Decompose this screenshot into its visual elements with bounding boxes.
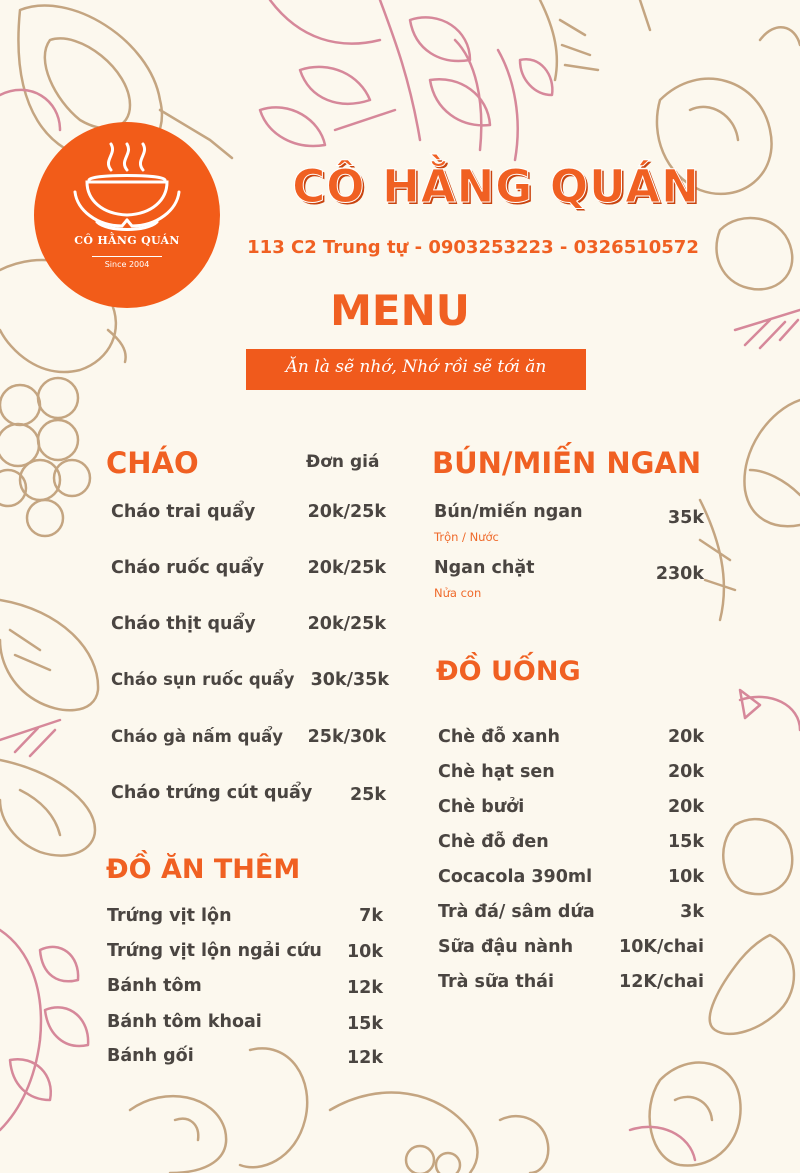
menu-item-name: Chè hạt sen: [438, 762, 555, 782]
menu-item-name: Cháo ruốc quẩy: [111, 558, 265, 578]
menu-item-price: 10K/chai: [619, 937, 704, 957]
logo-name: CÔ HẰNG QUÁN: [74, 234, 180, 247]
menu-item-price: 3k: [680, 902, 704, 922]
menu-item-price: 12K/chai: [619, 972, 704, 992]
menu-item-price: 25k/30k: [307, 727, 386, 747]
menu-item-name: Bánh gối: [107, 1046, 194, 1066]
menu-item-price: 12k: [347, 1048, 383, 1068]
section-title-chao: CHÁO: [106, 446, 199, 480]
steaming-bowl-in-hands-icon: [67, 140, 187, 240]
menu-item-name: Cháo trứng cút quẩy: [111, 783, 313, 803]
menu-item-price: 20k/25k: [307, 502, 386, 522]
menu-item-name: Ngan chặt: [434, 558, 535, 578]
slogan-text: Ăn là sẽ nhớ, Nhớ rồi sẽ tới ăn: [285, 357, 547, 377]
menu-item-price: 15k: [668, 832, 704, 852]
menu-item-name: Bánh tôm: [107, 976, 202, 996]
menu-item-price: 20k/25k: [307, 614, 386, 634]
menu-item-price: 7k: [359, 906, 383, 926]
menu-item-name: Bánh tôm khoai: [107, 1012, 262, 1032]
menu-item-name: Cháo sụn ruốc quẩy: [111, 670, 295, 689]
menu-item-note: Trộn / Nước: [434, 530, 499, 544]
section-title-do-an-them: ĐỒ ĂN THÊM: [106, 854, 301, 885]
menu-item-note: Nửa con: [434, 586, 482, 600]
menu-item-name: Cháo gà nấm quẩy: [111, 727, 284, 746]
menu-item-price: 30k/35k: [310, 670, 389, 690]
menu-item-name: Bún/miến ngan: [434, 502, 583, 522]
section-title-bun-mien-ngan: BÚN/MIẾN NGAN: [432, 446, 702, 480]
menu-item-price: 230k: [655, 564, 704, 584]
menu-item-name: Trứng vịt lộn: [107, 906, 232, 926]
menu-item-price: 35k: [668, 508, 704, 528]
menu-item-price: 20k/25k: [307, 558, 386, 578]
menu-item-name: Sữa đậu nành: [438, 937, 574, 957]
shop-name: CÔ HẰNG QUÁN: [292, 160, 700, 213]
menu-item-price: 10k: [668, 867, 704, 887]
shop-address: 113 C2 Trung tự - 0903253223 - 0326510572: [247, 237, 699, 258]
logo-since: Since 2004: [104, 260, 150, 269]
menu-item-name: Trà sữa thái: [438, 972, 554, 992]
section-title-do-uong: ĐỒ UỐNG: [436, 656, 581, 687]
menu-item-price: 20k: [668, 727, 704, 747]
menu-item-price: 20k: [668, 797, 704, 817]
unit-price-header: Đơn giá: [306, 452, 380, 472]
menu-item-name: Trứng vịt lộn ngải cứu: [107, 941, 322, 961]
menu-item-name: Chè đỗ xanh: [438, 727, 560, 747]
menu-item-price: 15k: [347, 1014, 383, 1034]
logo-divider: [92, 256, 162, 257]
logo: [34, 122, 220, 308]
menu-item-price: 25k: [350, 785, 386, 805]
menu-item-price: 10k: [347, 942, 383, 962]
menu-item-name: Chè đỗ đen: [438, 832, 549, 852]
menu-item-name: Cháo trai quẩy: [111, 502, 256, 522]
menu-item-name: Cháo thịt quẩy: [111, 614, 256, 634]
menu-item-name: Cocacola 390ml: [438, 867, 593, 887]
menu-item-name: Chè bưởi: [438, 797, 525, 817]
menu-item-price: 12k: [347, 978, 383, 998]
menu-item-name: Trà đá/ sâm dứa: [438, 902, 595, 922]
menu-title: MENU: [330, 286, 470, 335]
menu-item-price: 20k: [668, 762, 704, 782]
